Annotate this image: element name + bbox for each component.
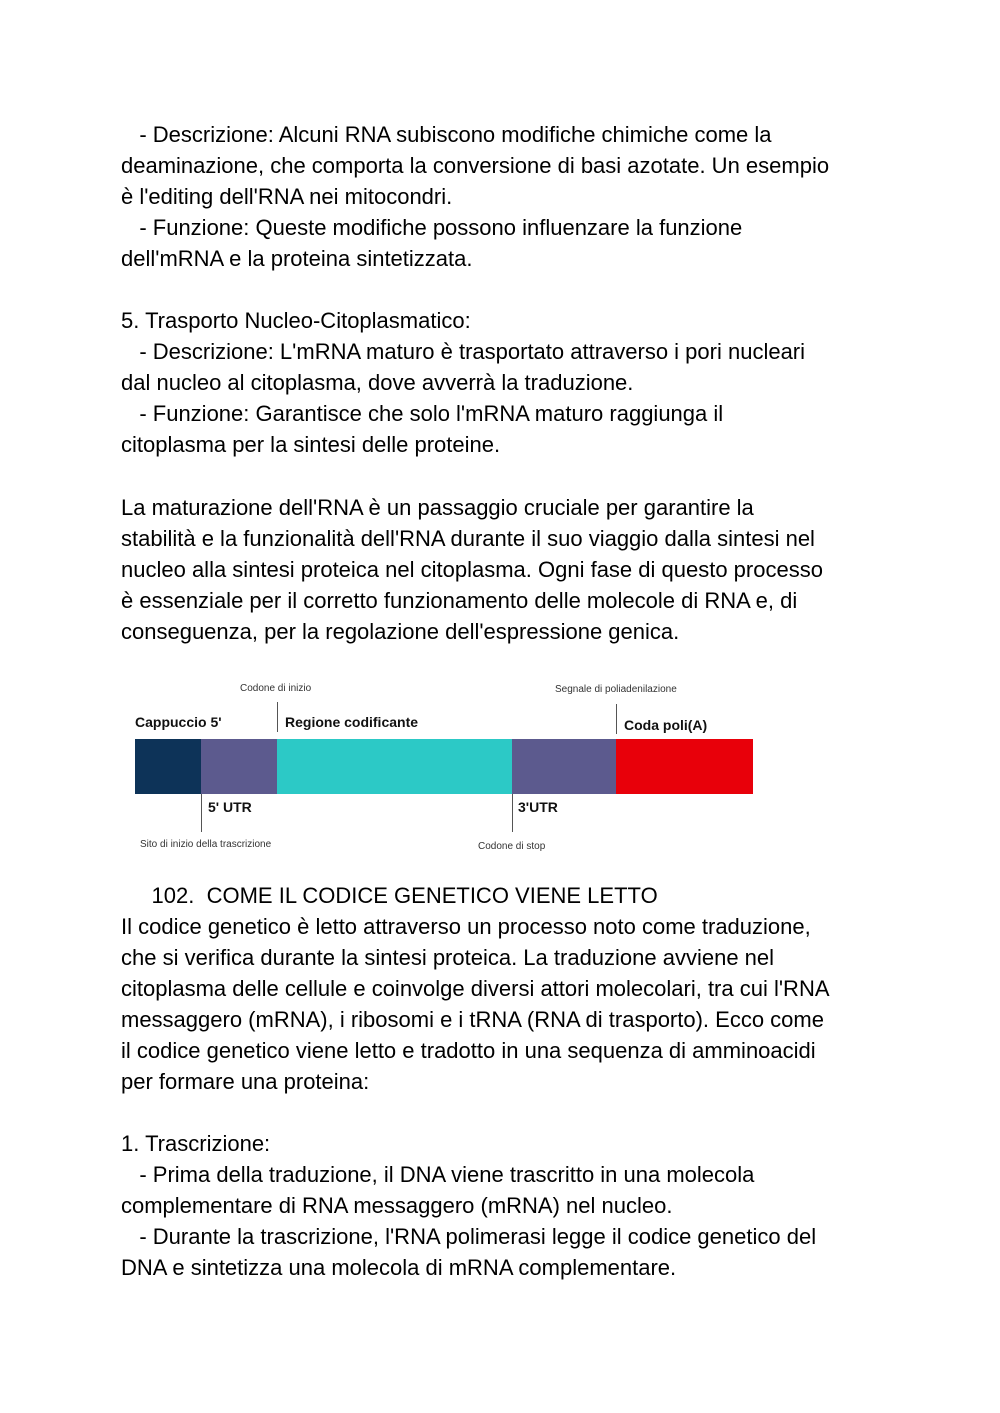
text-line: - Funzione: Queste modifiche possono influenzare la funzione — [121, 215, 743, 240]
text-line: - Durante la trascrizione, l'RNA polimerasi legge il codice genetico del — [121, 1224, 817, 1249]
segment-3-utr — [512, 739, 616, 794]
label-sito-inizio-trascrizione: Sito di inizio della trascrizione — [140, 839, 272, 850]
segment-poly-a-tail — [616, 739, 753, 794]
segment-5-utr — [201, 739, 277, 794]
text-line: è essenziale per il corretto funzionamento delle molecole di RNA e, di — [121, 588, 798, 613]
segment-cap — [135, 739, 201, 794]
label-cappuccio: Cappuccio 5' — [135, 714, 222, 730]
text-line: - Prima della traduzione, il DNA viene trascritto in una molecola — [121, 1162, 755, 1187]
text-line: è l'editing dell'RNA nei mitocondri. — [121, 184, 453, 209]
text-line: dal nucleo al citoplasma, dove avverrà la traduzione. — [121, 370, 634, 395]
label-segnale-poliadenilazione: Segnale di poliadenilazione — [555, 684, 677, 695]
label-5-utr: 5' UTR — [208, 799, 252, 815]
label-coda-poli-a: Coda poli(A) — [624, 717, 708, 733]
text-line: dell'mRNA e la proteina sintetizzata. — [121, 246, 473, 271]
list-heading: 1. Trascrizione: — [121, 1131, 271, 1156]
label-regione-codificante: Regione codificante — [285, 714, 419, 730]
list-heading: 5. Trasporto Nucleo-Citoplasmatico: — [121, 308, 471, 333]
tick-codone-stop — [512, 794, 513, 832]
text-line: citoplasma per la sintesi delle proteine. — [121, 432, 501, 457]
section-heading: 102. COME IL CODICE GENETICO VIENE LETTO — [121, 883, 658, 908]
text-line: il codice genetico viene letto e tradotto in una sequenza di amminoacidi — [121, 1038, 816, 1063]
text-line: messaggero (mRNA), i ribosomi e i tRNA (RNA di trasporto). Ecco come — [121, 1007, 824, 1032]
text-line: deaminazione, che comporta la conversione di basi azotate. Un esempio — [121, 153, 830, 178]
tick-poliadenilazione — [616, 704, 617, 734]
text-line: stabilità e la funzionalità dell'RNA durante il suo viaggio dalla sintesi nel — [121, 526, 815, 551]
text-line: Il codice genetico è letto attraverso un processo noto come traduzione, — [121, 914, 811, 939]
tick-codone-inizio — [277, 702, 278, 732]
mrna-structure-diagram — [130, 676, 760, 856]
segment-coding-region — [277, 739, 512, 794]
label-codone-inizio: Codone di inizio — [240, 683, 312, 694]
text-line: La maturazione dell'RNA è un passaggio cruciale per garantire la — [121, 495, 754, 520]
text-line: DNA e sintetizza una molecola di mRNA complementare. — [121, 1255, 677, 1280]
text-line: citoplasma delle cellule e coinvolge diversi attori molecolari, tra cui l'RNA — [121, 976, 830, 1001]
text-line: - Descrizione: Alcuni RNA subiscono modifiche chimiche come la — [121, 122, 772, 147]
label-codone-stop: Codone di stop — [478, 841, 546, 852]
text-line: - Funzione: Garantisce che solo l'mRNA maturo raggiunga il — [121, 401, 724, 426]
text-line: per formare una proteina: — [121, 1069, 370, 1094]
text-line: complementare di RNA messaggero (mRNA) nel nucleo. — [121, 1193, 673, 1218]
text-line: conseguenza, per la regolazione dell'espressione genica. — [121, 619, 680, 644]
text-line: che si verifica durante la sintesi proteica. La traduzione avviene nel — [121, 945, 775, 970]
text-line: - Descrizione: L'mRNA maturo è trasportato attraverso i pori nucleari — [121, 339, 806, 364]
text-line: nucleo alla sintesi proteica nel citoplasma. Ogni fase di questo processo — [121, 557, 823, 582]
tick-sito-inizio — [201, 794, 202, 832]
label-3-utr: 3'UTR — [518, 799, 558, 815]
